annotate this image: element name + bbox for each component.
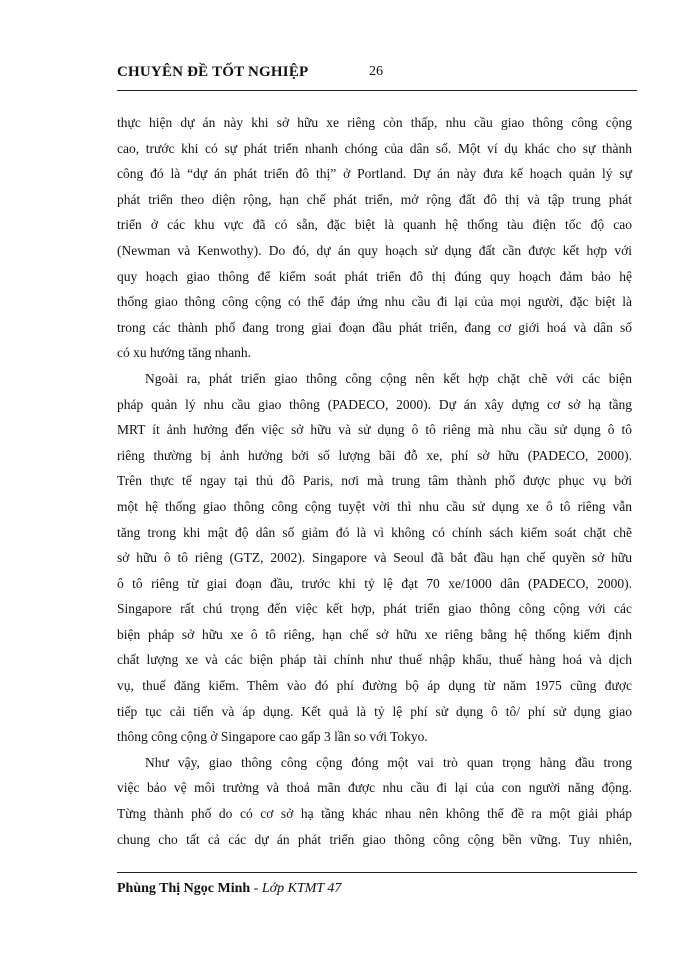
text-line: Singapore rất chú trọng đến việc kết hợp, phát triển giao thông công cộng với các bbox=[117, 601, 632, 617]
text-line: cao, trước khi có sự phát triển nhanh chóng của dân số. Một ví dụ khác cho sự thành bbox=[117, 140, 632, 156]
text-line: ô tô riêng từ giai đoạn đầu, trước khi tỷ lệ đạt 70 xe/1000 dân (PADECO, 2000). bbox=[117, 575, 632, 591]
text-line: tăng trong khi mật độ dân số giảm đó là vì không có chính sách kiểm soát chặt chẽ bbox=[117, 524, 632, 540]
text-line: Như vậy, giao thông công cộng đóng một vai trò quan trọng hàng đầu trong bbox=[145, 754, 632, 770]
page-footer bbox=[117, 872, 637, 897]
text-line: tiếp tục cải tiến và áp dụng. Kết quả là tỷ lệ phí sử dụng ô tô/ phí sử dụng giao bbox=[117, 703, 632, 719]
text-line: riêng thường bị ảnh hưởng bởi số lượng bãi đỗ xe, phí sở hữu (PADECO, 2000). bbox=[117, 447, 632, 463]
text-line: trong các thành phố đang trong giai đoạn đầu phát triển, đang cơ giới hoá và dân số bbox=[117, 319, 632, 335]
text-line: Từng thành phố do có cơ sở hạ tầng khác nhau nên không thể đề ra một giải pháp bbox=[117, 806, 632, 822]
text-line: biện pháp sở hữu xe ô tô riêng, hạn chế sở hữu xe riêng bằng hệ thống kiểm định bbox=[117, 626, 632, 642]
page-header bbox=[117, 62, 637, 91]
body-text bbox=[117, 110, 632, 852]
text-line: pháp quản lý nhu cầu giao thông (PADECO, 2000). Dự án xây dựng cơ sở hạ tầng bbox=[117, 396, 632, 412]
text-line: vụ, thuế đăng kiểm. Thêm vào đó phí đường bộ áp dụng từ năm 1975 cũng được bbox=[117, 678, 632, 694]
text-line: có xu hướng tăng nhanh. bbox=[117, 345, 252, 361]
page-number: 26 bbox=[369, 64, 383, 79]
text-line: việc bảo vệ môi trường và thoả mãn được nhu cầu đi lại của con người năng động. bbox=[117, 780, 632, 796]
text-line: phát triển theo diện rộng, hạn chế phát triển, mở rộng đất đô thị và tập trung phát bbox=[117, 191, 632, 207]
paragraph-3 bbox=[117, 750, 632, 852]
document-title: CHUYÊN ĐỀ TỐT NGHIỆP bbox=[117, 64, 309, 80]
text-line: (Newman và Kenwothy). Do đó, dự án quy hoạch sử dụng đất cần được kết hợp với bbox=[117, 242, 632, 258]
text-line: thực hiện dự án này khi sở hữu xe riêng còn thấp, nhu cầu giao thông công cộng bbox=[117, 115, 632, 130]
text-line: sở hữu ô tô riêng (GTZ, 2002). Singapore và Seoul đã bắt đầu hạn chế quyền sở hữu bbox=[117, 550, 632, 566]
text-line: triển ở các khu vực đã có sẵn, đặc biệt là quanh hệ thống tàu điện tốc độ cao bbox=[117, 217, 632, 233]
paragraph-1 bbox=[117, 110, 632, 366]
text-line: chất lượng xe và các biện pháp tài chính như thuế nhập khẩu, thuế hàng hoá và dịch bbox=[117, 652, 632, 668]
text-line: thông công cộng ở Singapore cao gấp 3 lần so với Tokyo. bbox=[117, 729, 428, 745]
author-name: Phùng Thị Ngọc Minh bbox=[117, 881, 251, 896]
paragraph-2 bbox=[117, 366, 632, 750]
text-line: Ngoài ra, phát triển giao thông công cộng nên kết hợp chặt chẽ với các biện bbox=[145, 370, 632, 386]
text-line: Trên thực tế ngay tại thủ đô Paris, nơi mà trung tâm thành phố được phục vụ bởi bbox=[117, 473, 632, 489]
footer-separator: - bbox=[250, 881, 262, 896]
class-name: Lớp KTMT 47 bbox=[261, 881, 342, 896]
text-line: chung cho tất cả các dự án phát triển giao thông công cộng bền vững. Tuy nhiên, bbox=[117, 831, 632, 847]
text-line: một hệ thống giao thông công cộng tuyệt vời thì nhu cầu sử dụng xe ô tô riêng vẫn bbox=[117, 498, 632, 514]
text-line: công đó là “dự án phát triển đô thị” ở Portland. Dự án này đưa kế hoạch quản lý sự bbox=[117, 166, 632, 182]
text-line: MRT ít ảnh hưởng đến việc sở hữu và sử dụng ô tô riêng mà nhu cầu sử dụng ô tô bbox=[117, 422, 632, 438]
text-line: quy hoạch giao thông để kiểm soát phát triển đô thị đúng quy hoạch đảm bảo hệ bbox=[117, 268, 632, 284]
text-line: thống giao thông công cộng có thể đáp ứng nhu cầu đi lại của mọi người, đặc biệt là bbox=[117, 294, 632, 310]
